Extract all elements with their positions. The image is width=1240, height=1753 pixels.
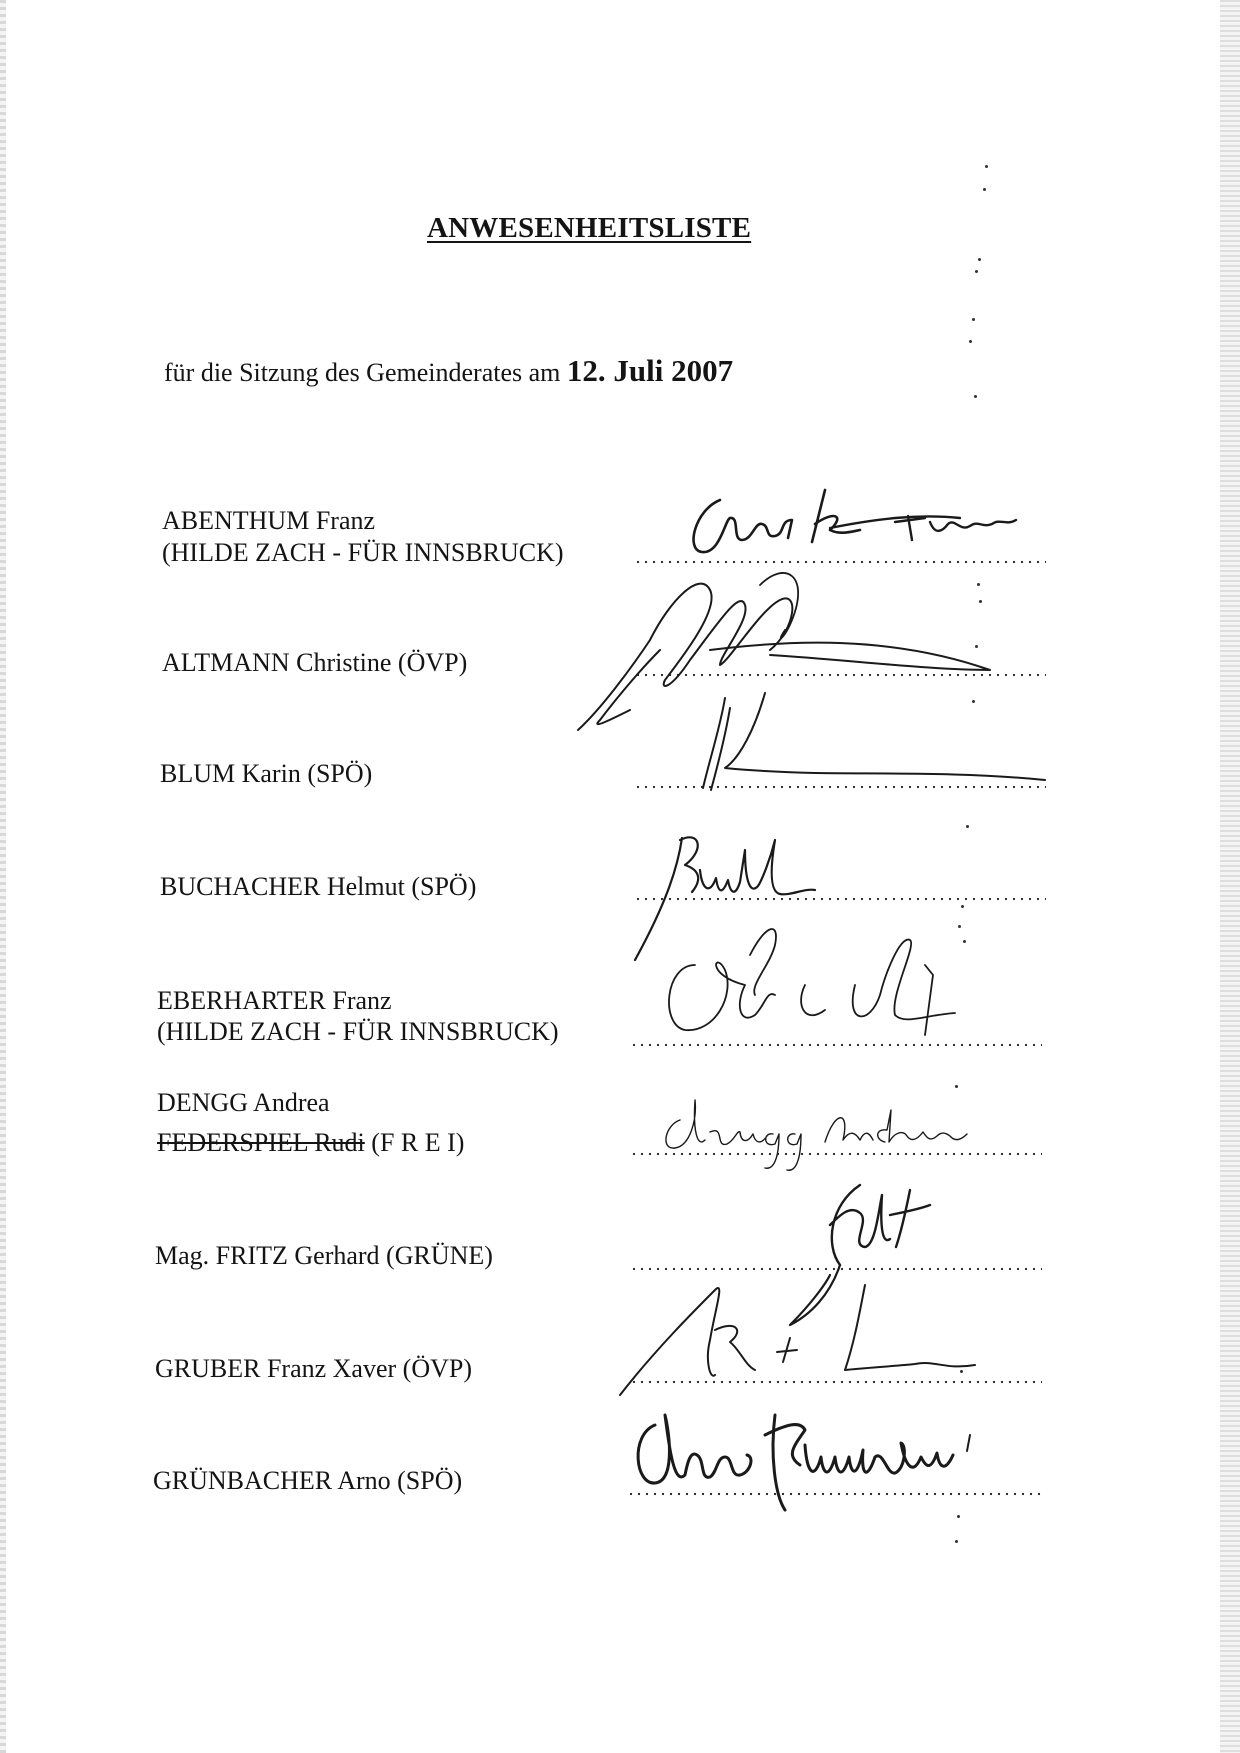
document-subtitle: [164, 353, 733, 389]
signature-gruber: [615, 1270, 995, 1400]
signature-eberharter: [655, 915, 995, 1055]
meeting-date: 12. Juli 2007: [566, 353, 734, 388]
scan-speck: [957, 1515, 960, 1518]
scan-speck: [983, 188, 986, 191]
attendee-faction: (HILDE ZACH - FÜR INNSBRUCK): [162, 538, 564, 567]
scan-speck: [958, 925, 961, 928]
struck-name: FEDERSPIEL Rudi: [157, 1128, 365, 1157]
document-title: ANWESENHEITSLISTE: [427, 212, 752, 244]
attendee-name: DENGG Andrea: [157, 1088, 330, 1117]
scan-speck: [969, 340, 972, 343]
subtitle-prefix: für die Sitzung des Gemeinderates am: [164, 358, 561, 387]
scan-speck: [961, 905, 964, 908]
attendee-name: Mag. FRITZ Gerhard (GRÜNE): [155, 1241, 493, 1270]
attendee-name: GRÜNBACHER Arno (SPÖ): [153, 1466, 463, 1495]
signature-gruenbacher: [625, 1395, 1005, 1515]
scan-speck: [955, 1085, 958, 1088]
scan-speck: [975, 645, 978, 648]
signature-blum: [685, 688, 1065, 798]
scan-edge-right: [1220, 0, 1240, 1753]
attendee-name: ABENTHUM Franz: [162, 506, 376, 535]
scan-speck: [975, 270, 978, 273]
scan-speck: [966, 825, 969, 828]
faction-label: (F R E I): [364, 1128, 465, 1157]
attendee-name: BLUM Karin (SPÖ): [160, 759, 373, 788]
scan-speck: [972, 700, 975, 703]
scan-speck: [955, 1540, 958, 1543]
attendee-name: ALTMANN Christine (ÖVP): [162, 648, 468, 677]
scan-edge-left: [0, 0, 6, 1753]
scan-speck: [974, 395, 977, 398]
signature-abenthum: [680, 480, 1040, 570]
scan-speck: [978, 258, 981, 261]
scan-speck: [977, 583, 980, 586]
attendee-name: EBERHARTER Franz: [157, 986, 392, 1015]
scan-speck: [985, 165, 988, 168]
scan-speck: [979, 600, 982, 603]
scan-speck: [960, 1370, 963, 1373]
attendee-name: BUCHACHER Helmut (SPÖ): [160, 872, 477, 901]
attendee-faction: [157, 1128, 464, 1158]
attendee-faction: (HILDE ZACH - FÜR INNSBRUCK): [157, 1017, 559, 1046]
attendee-name: GRUBER Franz Xaver (ÖVP): [155, 1354, 473, 1383]
scan-speck: [963, 940, 966, 943]
scan-speck: [972, 318, 975, 321]
signature-dengg: [655, 1070, 995, 1180]
